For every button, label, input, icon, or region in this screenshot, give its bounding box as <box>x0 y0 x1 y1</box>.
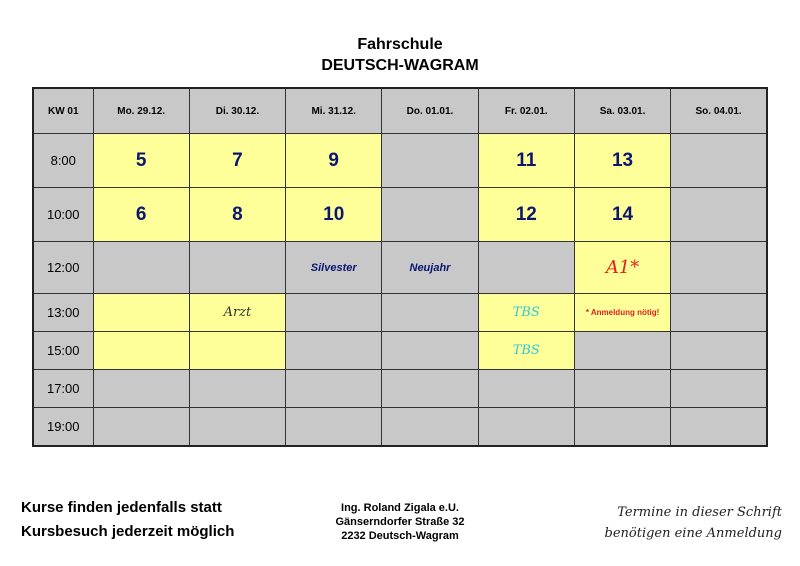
empty-cell <box>93 242 189 294</box>
lesson-cell: 7 <box>189 134 285 188</box>
empty-cell <box>671 294 767 332</box>
empty-cell <box>286 332 382 370</box>
empty-cell <box>671 332 767 370</box>
empty-cell <box>671 134 767 188</box>
empty-cell <box>671 407 767 446</box>
header-row <box>33 88 767 134</box>
empty-cell <box>382 407 478 446</box>
registration-lesson-cell: TBS <box>478 294 574 332</box>
lesson-cell: 13 <box>574 134 670 188</box>
registration-lesson-cell: A1* <box>574 242 670 294</box>
registration-lesson-cell: TBS <box>478 332 574 370</box>
holiday-cell: Neujahr <box>382 242 478 294</box>
lesson-cell: 8 <box>189 188 285 242</box>
empty-cell <box>286 369 382 407</box>
day-header: Do. 01.01. <box>382 88 478 134</box>
time-label: 12:00 <box>33 242 93 294</box>
time-label: 13:00 <box>33 294 93 332</box>
empty-cell <box>671 188 767 242</box>
holiday-cell: Silvester <box>286 242 382 294</box>
time-row <box>33 134 767 188</box>
footer-note-courses: Kurse finden jedenfalls statt <box>21 499 222 516</box>
open-cell <box>189 332 285 370</box>
time-label: 8:00 <box>33 134 93 188</box>
legend-note-line2: benötigen eine Anmeldung <box>604 526 782 541</box>
empty-cell <box>382 369 478 407</box>
empty-cell <box>574 407 670 446</box>
time-label: 15:00 <box>33 332 93 370</box>
day-header: Di. 30.12. <box>189 88 285 134</box>
legend-note-line1: Termine in dieser Schrift <box>617 505 782 520</box>
empty-cell <box>478 242 574 294</box>
empty-cell <box>478 407 574 446</box>
day-header: So. 04.01. <box>671 88 767 134</box>
lesson-cell: 9 <box>286 134 382 188</box>
empty-cell <box>671 369 767 407</box>
time-row <box>33 407 767 446</box>
empty-cell <box>574 332 670 370</box>
empty-cell <box>574 369 670 407</box>
lesson-cell: 6 <box>93 188 189 242</box>
time-label: 17:00 <box>33 369 93 407</box>
empty-cell <box>189 369 285 407</box>
empty-cell <box>382 188 478 242</box>
time-row <box>33 188 767 242</box>
empty-cell <box>189 407 285 446</box>
school-location: DEUTSCH-WAGRAM <box>321 57 479 74</box>
empty-cell <box>382 134 478 188</box>
time-row <box>33 369 767 407</box>
time-label: 19:00 <box>33 407 93 446</box>
lesson-cell: 12 <box>478 188 574 242</box>
lesson-cell: 14 <box>574 188 670 242</box>
address-street: Gänserndorfer Straße 32 <box>335 516 465 528</box>
empty-cell <box>286 294 382 332</box>
day-header: Mo. 29.12. <box>93 88 189 134</box>
empty-cell <box>93 407 189 446</box>
registration-note-cell: * Anmeldung nötig! <box>574 294 670 332</box>
time-label: 10:00 <box>33 188 93 242</box>
day-header: Mi. 31.12. <box>286 88 382 134</box>
time-row <box>33 294 767 332</box>
lesson-cell: 10 <box>286 188 382 242</box>
footer-note-attendance: Kursbesuch jederzeit möglich <box>21 523 235 540</box>
day-header: Fr. 02.01. <box>478 88 574 134</box>
time-row <box>33 332 767 370</box>
lesson-cell: 11 <box>478 134 574 188</box>
schedule-table <box>32 87 768 447</box>
day-header: Sa. 03.01. <box>574 88 670 134</box>
empty-cell <box>286 407 382 446</box>
week-label: KW 01 <box>33 88 93 134</box>
empty-cell <box>189 242 285 294</box>
empty-cell <box>382 294 478 332</box>
appointment-cell: Arzt <box>189 294 285 332</box>
school-title: Fahrschule <box>357 36 443 53</box>
open-cell <box>93 294 189 332</box>
time-row <box>33 242 767 294</box>
empty-cell <box>382 332 478 370</box>
empty-cell <box>478 369 574 407</box>
lesson-cell: 5 <box>93 134 189 188</box>
open-cell <box>93 332 189 370</box>
empty-cell <box>93 369 189 407</box>
empty-cell <box>671 242 767 294</box>
address-city: 2232 Deutsch-Wagram <box>341 530 459 542</box>
address-name: Ing. Roland Zigala e.U. <box>341 502 459 514</box>
